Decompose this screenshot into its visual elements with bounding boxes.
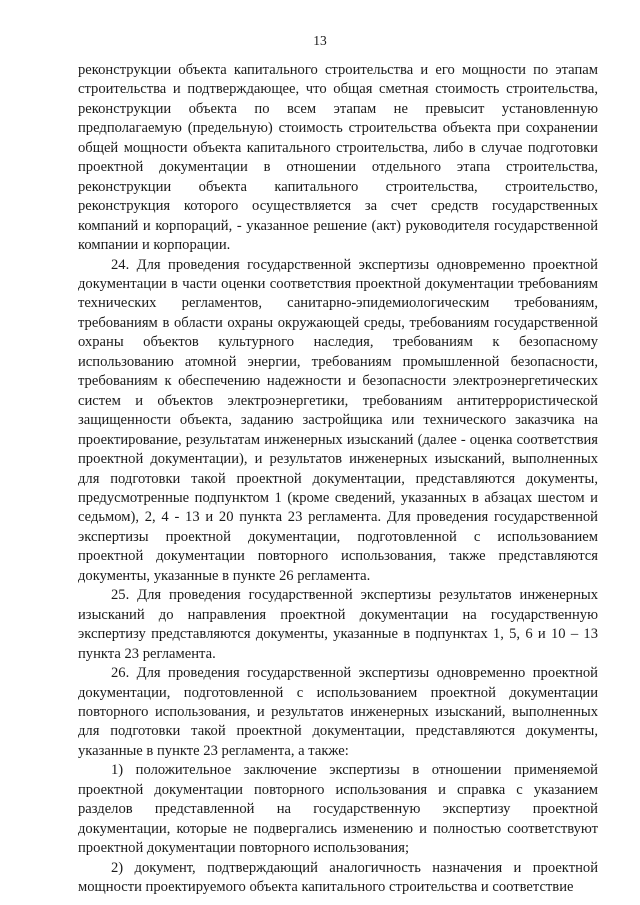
page-number: 13 (313, 33, 327, 48)
paragraph-26-item-1: 1) положительное заключение экспертизы в отношении применяемой проектной документации повторного использования и справка с указанием разделов представленной на государственную экспертизу проектной документации, которые не подвергались изменению и полностью соответствуют проектной документации повторного использования; (78, 762, 598, 857)
paragraph-24: 24. Для проведения государственной экспертизы одновременно проектной документации в части оценки соответствия проектной документации требованиям технических регламентов, санитарно-эпидемиологическим требованиям, требованиям в области охраны окружающей среды, требованиям государственной охраны объектов культурного наследия, требованиям к безопасному использованию атомной энергии, требованиям промышленной безопасности, требованиям к обеспечению надежности и безопасности электроэнергетических систем и объектов электроэнергетики, требованиям антитеррористической защищенности объекта, заданию застройщика или технического заказчика на проектирование, результатам инженерных изысканий (далее - оценка соответствия проектной документации), и результатов инженерных изысканий, выполненных для подготовки такой проектной документации, представляются документы, предусмотренные подпунктом 1 (кроме сведений, указанных в абзацах шестом и седьмом), 2, 4 - 13 и 20 пункта 23 регламента. Для проведения государственной экспертизы проектной документации, подготовленной с использованием проектной документации повторного использования, также представляются документы, указанные в пункте 26 регламента. (78, 256, 598, 584)
paragraph-26: 26. Для проведения государственной экспертизы одновременно проектной документации, подготовленной с использованием проектной документации повторного использования, и результатов инженерных изысканий, выполненных для подготовки такой проектной документации, представляются документы, указанные в пункте 23 регламента, а также: (78, 665, 598, 759)
document-body (78, 61, 598, 897)
paragraph-25: 25. Для проведения государственной экспертизы результатов инженерных изысканий до направления проектной документации на государственную экспертизу представляются документы, указанные в подпунктах 1, 5, 6 и 10 – 13 пункта 23 регламента. (78, 587, 598, 662)
paragraph-continuation: реконструкции объекта капитального строительства и его мощности по этапам строительства и подтверждающее, что общая сметная стоимость строительства, реконструкции объекта по всем этапам не превысит установленную предполагаемую (предельную) стоимость строительства объекта при сохранении общей мощности объекта капитального строительства, либо в случае подготовки проектной документации в отношении отдельного этапа строительства, реконструкции объекта капитального строительства, строительство, реконструкция которого осуществляется за счет средств государственных компаний и корпораций, - указанное решение (акт) руководителя государственной компании и корпорации. (78, 62, 598, 254)
paragraph-26-item-2: 2) документ, подтверждающий аналогичность назначения и проектной мощности проектируемого объекта капитального строительства и соответствие (78, 859, 598, 896)
